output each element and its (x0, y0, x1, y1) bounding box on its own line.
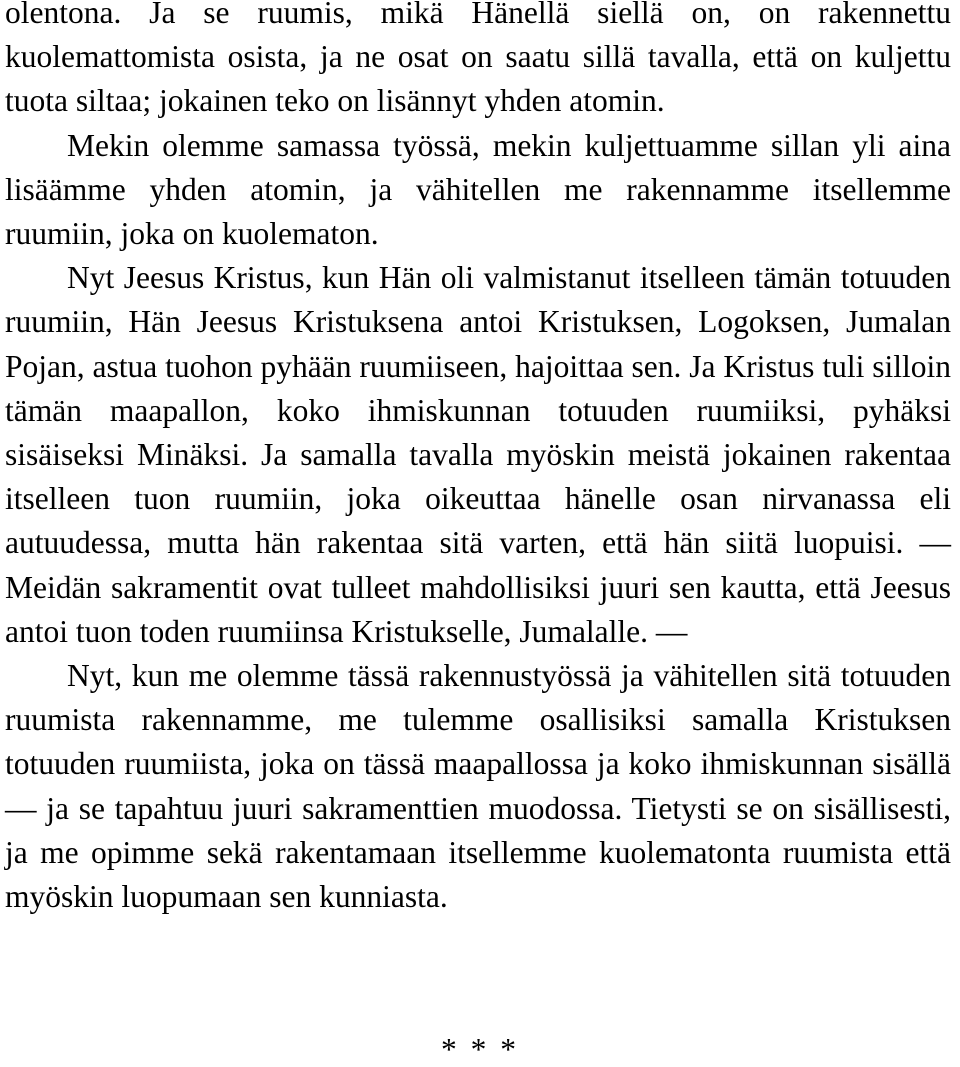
paragraph-1: olentona. Ja se ruumis, mikä Hänellä siellä on, on rakennettu kuolemattomista osista, ja ne osat on saatu sillä tavalla, että on kuljettu tuota siltaa; jokainen teko on lisännyt yhden atomin. (5, 0, 951, 119)
section-separator: * * * (441, 1032, 519, 1067)
paragraph-3: Nyt Jeesus Kristus, kun Hän oli valmistanut itselleen tämän totuuden ruumiin, Hän Jeesus Kristuksena antoi Kristuksen, Logoksen, Jumalan Pojan, astua tuohon pyhään ruumiiseen, hajoittaa sen. Ja Kristus tuli silloin tämän maapallon, koko ihmiskunnan totuuden ruumiiksi, pyhäksi sisäiseksi Minäksi. Ja samalla tavalla myöskin meistä jokainen rakentaa itselleen tuon ruumiin, joka oikeuttaa hänelle osan nirvanassa eli autuudessa, mutta hän rakentaa sitä varten, että hän siitä luopuisi. — Meidän sakramentit ovat tulleet mahdollisiksi juuri sen kautta, että Jeesus antoi tuon toden ruumiinsa Kristukselle, Jumalalle. — (5, 260, 951, 649)
paragraph-4: Nyt, kun me olemme tässä rakennustyössä ja vähitellen sitä totuuden ruumista rakennamme, me tulemme osallisiksi samalla Kristuksen totuuden ruumiista, joka on tässä maapallossa ja koko ihmiskunnan sisällä — ja se tapahtuu juuri sakramenttien muodossa. Tietysti se on sisällisesti, ja me opimme sekä rakentamaan itsellemme kuolematonta ruumista että myöskin luopumaan sen kunniasta. (5, 658, 951, 915)
paragraph-2: Mekin olemme samassa työssä, mekin kuljettuamme sillan yli aina lisäämme yhden atomin, ja vähitellen me rakennamme itsellemme ruumiin, joka on kuolematon. (5, 127, 951, 252)
document-page (5, 0, 951, 919)
